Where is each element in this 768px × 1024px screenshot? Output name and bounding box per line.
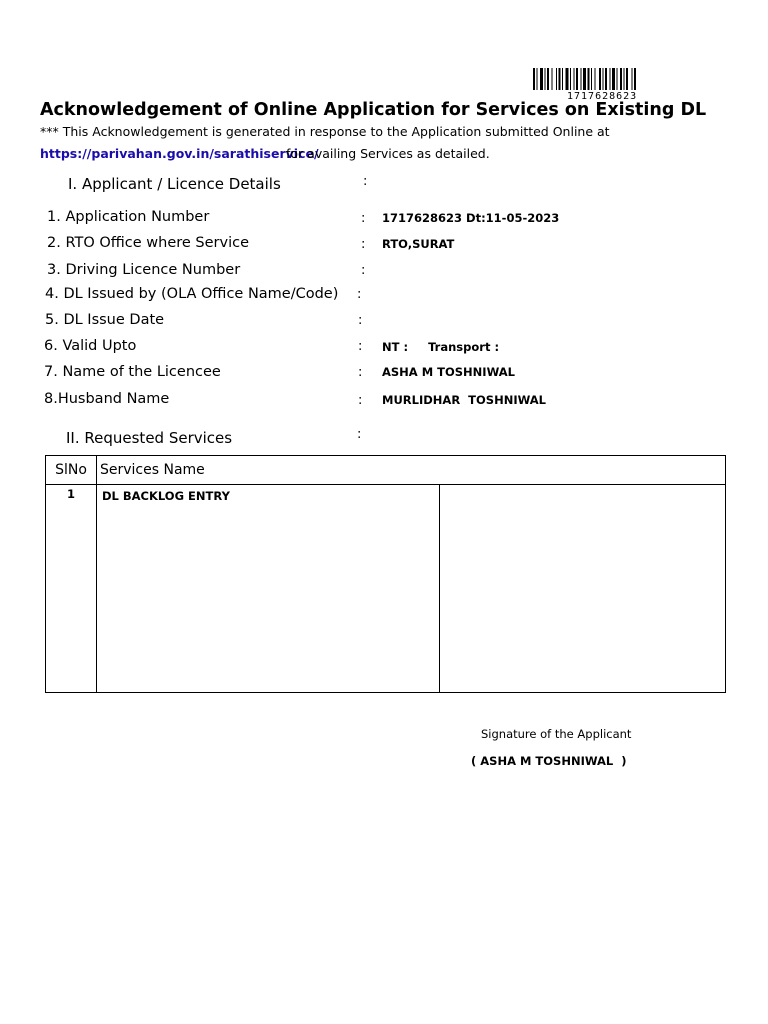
header-service-name: Services Name xyxy=(97,456,726,485)
field-label: 2. RTO Office where Service xyxy=(47,235,250,251)
section-services-title: II. Requested Services xyxy=(66,429,233,447)
field-label: 3. Driving Licence Number xyxy=(47,262,241,278)
section-applicant-colon: : xyxy=(363,174,368,189)
page-title: Acknowledgement of Online Application for Services on Existing DL xyxy=(40,100,707,120)
field-label: 5. DL Issue Date xyxy=(45,312,165,328)
row-empty-cell xyxy=(440,485,726,693)
section-applicant-title: I. Applicant / Licence Details xyxy=(68,175,281,193)
field-label: 6. Valid Upto xyxy=(44,338,137,354)
field-colon: : xyxy=(361,211,366,226)
field-value: 1717628623 Dt:11-05-2023 xyxy=(382,211,560,225)
field-colon: : xyxy=(358,365,363,380)
header-slno: SlNo xyxy=(46,456,97,485)
acknowledgement-note: *** This Acknowledgement is generated in response to the Application submitted Online at xyxy=(40,124,610,139)
field-label: 4. DL Issued by (OLA Office Name/Code) xyxy=(45,286,339,302)
signature-label: Signature of the Applicant xyxy=(481,727,632,741)
field-label: 1. Application Number xyxy=(47,209,210,225)
field-value: NT : Transport : xyxy=(382,340,500,354)
section-services-colon: : xyxy=(357,427,362,442)
field-colon: : xyxy=(358,313,363,328)
barcode-number: 1717628623 xyxy=(567,91,638,102)
field-label: 8.Husband Name xyxy=(44,391,170,407)
field-colon: : xyxy=(358,339,363,354)
field-colon: : xyxy=(358,393,363,408)
field-value: MURLIDHAR TOSHNIWAL xyxy=(382,393,547,407)
row-service-name: DL BACKLOG ENTRY xyxy=(97,485,440,693)
field-value: RTO,SURAT xyxy=(382,237,455,251)
field-colon: : xyxy=(361,237,366,252)
parivahan-link[interactable]: https://parivahan.gov.in/sarathiservice/ xyxy=(40,146,319,161)
field-value: ASHA M TOSHNIWAL xyxy=(382,365,515,379)
field-label: 7. Name of the Licencee xyxy=(44,364,221,380)
table-row xyxy=(46,485,726,693)
services-table xyxy=(45,455,726,693)
field-colon: : xyxy=(357,287,362,302)
applicant-name-signature: ( ASHA M TOSHNIWAL ) xyxy=(471,754,627,768)
field-colon: : xyxy=(361,263,366,278)
link-suffix-text: for availing Services as detailed. xyxy=(286,146,490,161)
table-header-row xyxy=(46,456,726,485)
row-slno: 1 xyxy=(46,485,97,693)
